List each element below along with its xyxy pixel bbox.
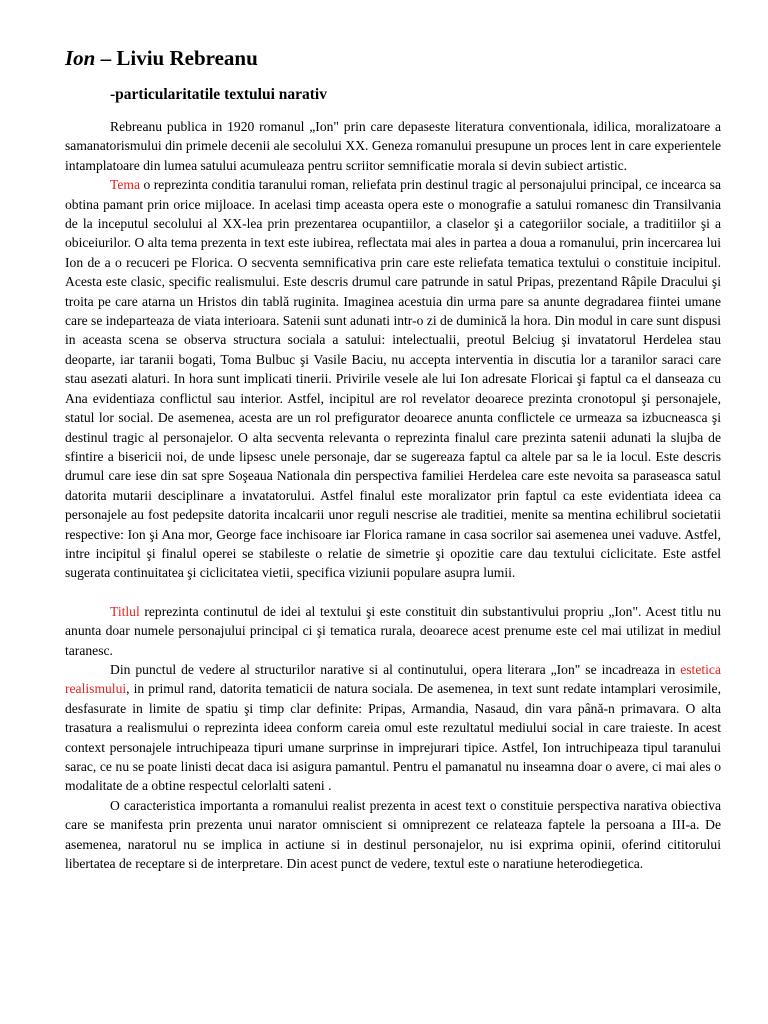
title-novel-name: Ion (65, 46, 96, 70)
document-title (65, 44, 721, 72)
keyword-tema: Tema (110, 177, 140, 193)
document-subtitle: -particularitatile textului narativ (110, 86, 327, 103)
keyword-titlul: Titlul (110, 603, 140, 619)
paragraph-realism (65, 660, 721, 796)
paragraph-perspectiva: O caracteristica importanta a romanului realist prezenta in acest text o constituie perspectiva narativa obiectiva care se manifesta prin prezenta unui narator omniscient si omniprezent ce relateaza faptele la persoana a III-a. De asemenea, naratorul nu se implica in actiune si in destinul personajelor, nu isi exprima opinii, oferind cititorului libertatea de receptare si de interpretare. Din acest punct de vedere, textul este o naratiune heterodiegetica. (65, 797, 721, 872)
paragraph-gap (65, 583, 721, 602)
title-author: – Liviu Rebreanu (95, 46, 258, 70)
paragraph-realism-before: Din punctul de vedere al structurilor narative si al continutului, opera literara „Ion" se incadreaza in (110, 661, 681, 677)
paragraph-tema-text: o reprezinta conditia taranului roman, reliefata prin destinul tragic al personajului principal, ce incearca sa obtina pamant prin orice mijloace. In acelasi timp aceasta opera este o monografie a satului romanesc din Transilvania de la inceputul secolului al XX-lea prin prezentarea ocupantiilor, a claselor şi a categoriilor sociale, a traditiilor şi a obiceiurilor. O alta tema prezenta in text este iubirea, reflectata mai ales in partea a doua a romanului, prin incercarea lui Ion de a o recuceri pe Florica. O secventa semnificativa prin care este reliefata tematica textului o constituie incipitul. Acesta este clasic, specific realismului. Este descris drumul care patrunde in satul Pripas, prezentand Râpile Dracului şi troita pe care atarna un Hristos din tablă ruginita. Imaginea acestuia din urma pare sa anunte degradarea fiintei umane care se indeparteaza de viata interioara. Satenii sunt adunati intr-o zi de duminică la hora. Din modul in care sunt dispusi in aceasta scena se observa structura sociala a satului: intelectualii, preotul Belciug şi invatatorul Herdelea stau deoparte, iar taranii bogati, Toma Bulbuc şi Vasile Baciu, nu accepta interventia in discutia lor a taranilor saraci care stau asezati alaturi. In hora sunt implicati tinerii. Privirile vesele ale lui Ion adresate Floricai şi faptul ca el danseaza cu Ana evidentiaza conflictul sau interior. Astfel, incipitul are rol revelator deoarece prezinta cronotopul şi personajele, statul lor social. De asemenea, acesta are un rol prefigurator deoarece anunta conflictele ce urmeaza sa izbucneasca şi destinul tragic al personajelor. O alta secventa relevanta o reprezinta finalul care prezinta satenii adunati la slujba de sfintire a bisericii noi, de unde lipsesc unele personaje, dar se sugereaza faptul ca altele par sa le ia locul. Este descris drumul care iese din sat spre Soşeaua Nationala din perspectiva familiei Herdelea care este nevoita sa paraseasca satul datorita mutarii desciplinare a invatatorului. Astfel finalul este moralizator prin faptul ca este evidentiata ideea ca personajele au fost pedepsite datorita incalcarii unor reguli nescrise ale traditiei, menite sa mentina echilibrul societatii respective: Ion şi Ana mor, George face inchisoare iar Florica ramane in casa socrilor sai asemenea unei vaduve. Astfel, intre incipitul şi finalul operei se stabileste o relatie de simetrie şi opozitie care dau textului ciclicitate. Este astfel sugerata continuitatea şi ciclicitatea vietii, specifica viziunii populare asupra lumii. (65, 177, 721, 581)
paragraph-titlul-text: reprezinta continutul de idei al textului şi este constituit din substantivului propriu „Ion". Acest titlu nu anunta doar numele personajului principal ci şi tematica rurala, deoarece acest prenume este cel mai utilizat in mediul taranesc. (65, 603, 721, 658)
keyword-estetica-realismului: estetica realismului (65, 661, 721, 697)
document-page (65, 44, 721, 873)
paragraph-tema (65, 175, 721, 583)
paragraph-titlul (65, 602, 721, 660)
paragraph-realism-after: , in primul rand, datorita tematicii de natura sociala. De asemenea, in text sunt redate intamplari verosimile, desfasurate in limite de spatiu şi timp clar definite: Pripas, Armandia, Nasaud, din vara până-n primavara. O alta trasatura a realismului o reprezinta ideea conform careia omul este rezultatul mediului social in care traieste. In acest context personajele intruchipeaza tipuri umane surprinse in imprejurari tipice. Astfel, Ion intruchipeaza tipul taranului sarac, ce nu se poate linisti decat daca isi asigura pamantul. Pentru el pamanatul nu inseamna doar o avere, ci mai ales o modalitate de a obtine respectul celorlalti sateni . (65, 681, 721, 794)
paragraph-intro: Rebreanu publica in 1920 romanul „Ion" prin care depaseste literatura conventionala, idilica, moralizatoare a samanatorismului din primele decenii ale secolului XX. Geneza romanului presupune un proces lent in care experientele intamplatoare din lumea satului acumuleaza pentru scriitor semnificatie morala si devin subiect artistic. (65, 119, 721, 173)
